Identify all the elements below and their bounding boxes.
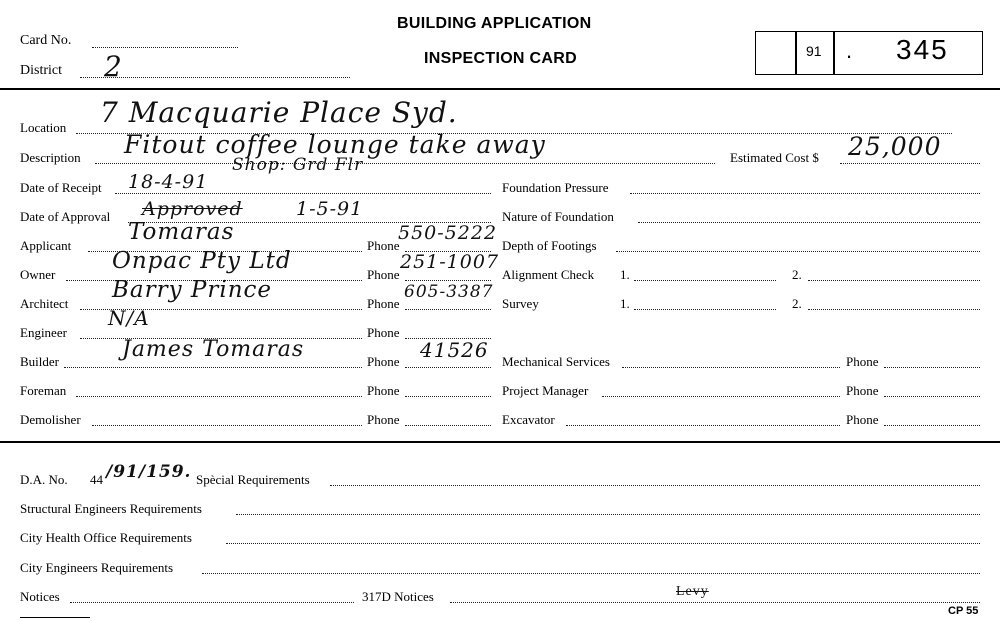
- excavator-label: Excavator: [502, 412, 555, 427]
- project-manager-phone-line[interactable]: [884, 396, 980, 397]
- location-label: Location: [20, 120, 67, 135]
- owner-phone-value: 251-1007: [400, 251, 500, 273]
- architect-phone-label: Phone: [367, 296, 400, 311]
- alignment-check-label: Alignment Check: [502, 267, 595, 282]
- notices-line[interactable]: [70, 602, 354, 603]
- excavator-phone-line[interactable]: [884, 425, 980, 426]
- structural-line[interactable]: [236, 514, 980, 515]
- project-manager-phone-label: Phone: [846, 383, 879, 398]
- survey-line-1[interactable]: [634, 309, 776, 310]
- foreman-phone-label: Phone: [367, 383, 400, 398]
- engineer-phone-label: Phone: [367, 325, 400, 340]
- header-divider: [0, 88, 1000, 90]
- estimated-cost-label: Estimated Cost $: [730, 150, 819, 165]
- depth-footings-line[interactable]: [616, 251, 980, 252]
- form-title: BUILDING APPLICATION: [397, 15, 592, 32]
- depth-footings-label: Depth of Footings: [502, 238, 597, 253]
- levy-label: Levy: [676, 584, 709, 599]
- project-manager-label: Project Manager: [502, 383, 589, 398]
- builder-phone-line[interactable]: [405, 367, 491, 368]
- estimated-cost-line[interactable]: [840, 163, 980, 164]
- date-receipt-line[interactable]: [115, 193, 491, 194]
- date-receipt-label: Date of Receipt: [20, 180, 102, 195]
- applicant-phone-value: 550-5222: [398, 222, 498, 244]
- alignment-num-1: 1.: [620, 267, 630, 282]
- builder-label: Builder: [20, 354, 59, 369]
- card-box-number: 345: [896, 34, 949, 65]
- foreman-label: Foreman: [20, 383, 67, 398]
- mechanical-line[interactable]: [622, 367, 840, 368]
- builder-value: James Tomaras: [122, 337, 305, 362]
- engineer-value: N/A: [108, 306, 150, 330]
- health-line[interactable]: [226, 543, 980, 544]
- foreman-line[interactable]: [76, 396, 362, 397]
- da-label: D.A. No.: [20, 472, 68, 487]
- district-label: District: [20, 63, 62, 78]
- foundation-pressure-label: Foundation Pressure: [502, 180, 609, 195]
- foundation-pressure-line[interactable]: [630, 193, 980, 194]
- owner-phone-label: Phone: [367, 267, 400, 282]
- notices-317d-line[interactable]: [450, 602, 980, 603]
- project-manager-line[interactable]: [602, 396, 840, 397]
- form-subtitle: INSPECTION CARD: [424, 50, 577, 67]
- builder-line[interactable]: [64, 367, 362, 368]
- special-requirements-label: Spècial Requirements: [196, 472, 310, 487]
- builder-phone-value: 41526: [420, 338, 489, 362]
- owner-label: Owner: [20, 267, 56, 282]
- special-requirements-line[interactable]: [330, 485, 980, 486]
- owner-phone-line[interactable]: [405, 280, 491, 281]
- card-box-divider: [795, 31, 797, 75]
- date-receipt-value: 18-4-91: [128, 171, 209, 193]
- description-value: Fitout coffee lounge take away: [124, 130, 546, 159]
- demolisher-label: Demolisher: [20, 412, 81, 427]
- da-handwritten: /91/159.: [106, 462, 192, 482]
- estimated-cost-value: 25,000: [848, 132, 942, 161]
- engineer-label: Engineer: [20, 325, 67, 340]
- mechanical-phone-line[interactable]: [884, 367, 980, 368]
- date-approval-struck: Approved: [142, 198, 243, 220]
- date-approval-label: Date of Approval: [20, 209, 111, 224]
- excavator-line[interactable]: [566, 425, 840, 426]
- district-value: 2: [104, 50, 123, 83]
- health-label: City Health Office Requirements: [20, 530, 192, 545]
- demolisher-phone-line[interactable]: [405, 425, 491, 426]
- section-divider: [0, 441, 1000, 443]
- card-number-box: [755, 31, 983, 75]
- demolisher-phone-label: Phone: [367, 412, 400, 427]
- survey-line-2[interactable]: [808, 309, 980, 310]
- mechanical-phone-label: Phone: [846, 354, 879, 369]
- card-no-line[interactable]: [92, 47, 238, 48]
- structural-label: Structural Engineers Requirements: [20, 501, 202, 516]
- card-box-dot: .: [846, 38, 853, 63]
- architect-phone-value: 605-3387: [404, 282, 494, 302]
- alignment-num-2: 2.: [792, 267, 802, 282]
- description-sub: Shop: Grd Flr: [232, 155, 364, 175]
- architect-label: Architect: [20, 296, 69, 311]
- survey-num-2: 2.: [792, 296, 802, 311]
- description-line[interactable]: [95, 163, 715, 164]
- description-label: Description: [20, 150, 81, 165]
- nature-foundation-line[interactable]: [638, 222, 980, 223]
- foreman-phone-line[interactable]: [405, 396, 491, 397]
- survey-label: Survey: [502, 296, 539, 311]
- excavator-phone-label: Phone: [846, 412, 879, 427]
- date-approval-value: 1-5-91: [296, 198, 364, 220]
- demolisher-line[interactable]: [92, 425, 362, 426]
- city-engineers-line[interactable]: [202, 573, 980, 574]
- da-value: 44: [90, 472, 103, 487]
- city-engineers-label: City Engineers Requirements: [20, 560, 174, 575]
- architect-value: Barry Prince: [112, 277, 273, 303]
- owner-value: Onpac Pty Ltd: [112, 248, 292, 274]
- form-code: CP 55: [948, 605, 979, 617]
- applicant-phone-label: Phone: [367, 238, 400, 253]
- alignment-check-line-1[interactable]: [634, 280, 776, 281]
- applicant-value: Tomaras: [128, 219, 235, 245]
- card-box-prefix: 91: [806, 43, 822, 59]
- notices-317d-label: 317D Notices: [362, 589, 434, 604]
- survey-num-1: 1.: [620, 296, 630, 311]
- nature-foundation-label: Nature of Foundation: [502, 209, 614, 224]
- bottom-mark: [20, 617, 90, 618]
- architect-phone-line[interactable]: [405, 309, 491, 310]
- builder-phone-label: Phone: [367, 354, 400, 369]
- location-value: 7 Macquarie Place Syd.: [100, 96, 458, 129]
- notices-label: Notices: [20, 589, 60, 604]
- card-no-label: Card No.: [20, 33, 72, 48]
- alignment-check-line-2[interactable]: [808, 280, 980, 281]
- mechanical-label: Mechanical Services: [502, 354, 610, 369]
- card-box-divider: [833, 31, 835, 75]
- applicant-label: Applicant: [20, 238, 72, 253]
